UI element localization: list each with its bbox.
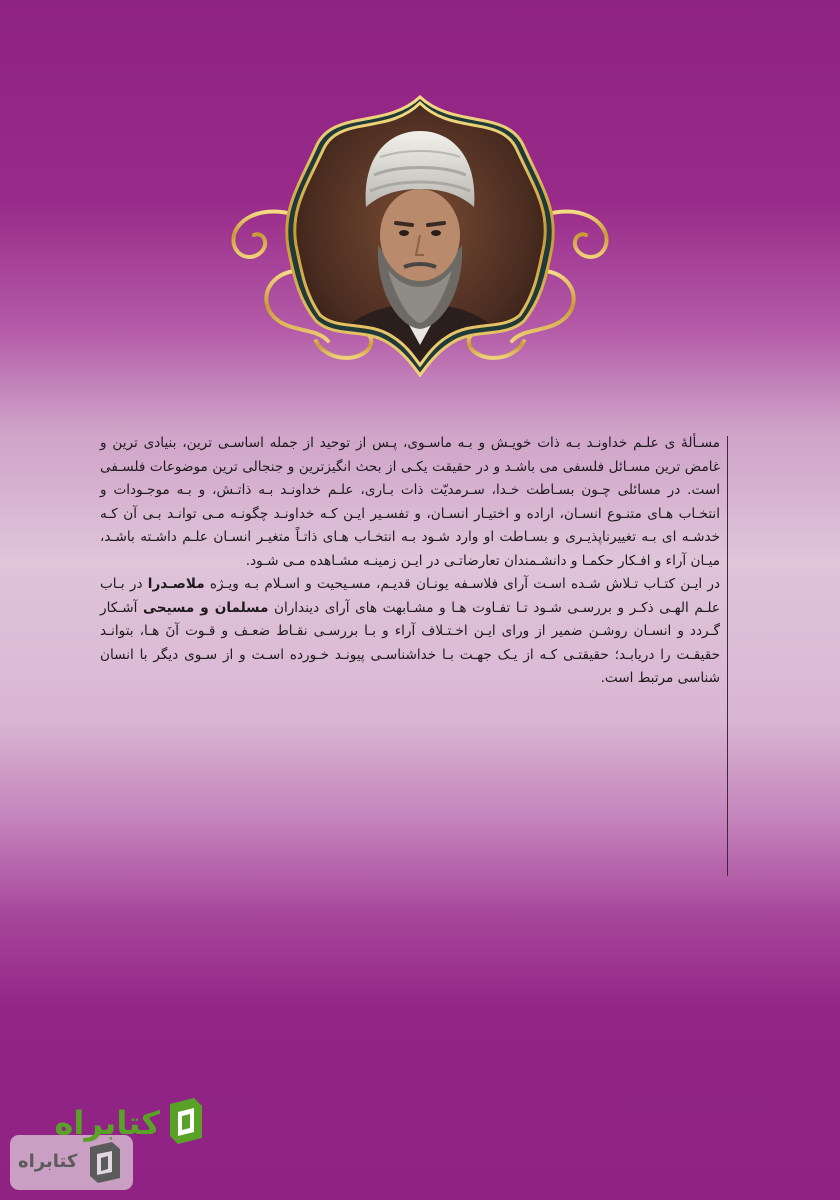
blurb-segment: مسـألهٔ ی علـم خداونـد بـه ذات خویـش و بـه ماسـوی، پـس از توحید از جمله اساسـی ترین، بنیادی ترین و غامض ترین مسـائل فلسفی می باشـد و در حقیقت یکـی از بحث انگیزترین و جنجالی ترین موضوعات فلسـفی است. در مسائلی چـون بسـاطت خـدا، سـرمدیّت ذات بـاری، علـم خداونـد بـه ذاتـش، و بـه موجـودات و انتخـاب هـای متنـوع انسـان، اراده و اختیـار انسـان، و تفسـیر ایـن کـه خداونـد چگونـه مـی توانـد بـی آن کـه خدشـه ای بـه تغییرناپذیـری و بسـاطت او وارد شـود بـه انتخـاب هـای ذاتـاً متغیـر انسـان علـم داشـته باشـد، میـان آراء و افـکار حکمـا و دانشـمندان تعارضاتـی در ایـن زمینـه مشـاهده مـی شـود. (100, 435, 720, 569)
watermark-secondary-text: کتابراه (18, 1151, 78, 1172)
portrait-illustration (228, 95, 612, 380)
blurb-bold-religions: مسلمان و مسیحی (142, 599, 269, 616)
blurb-segment: آشـکار گـردد و انسـان روشـن ضمیر از ورای ایـن اخـتـلاف آراء و بـا بررسـی نقـاط ضعـف و قـوت آنَ هـا، بتوانـد حقیقـت را دریابـد؛ حقیقتـی کـه از یـک جهـت بـا خداشناسـی پیونـد خـورده اسـت و از سـوی دیگر با انسان شناسی مرتبط است. (100, 599, 720, 686)
portrait-frame (228, 95, 612, 380)
blurb-paragraph-2 (100, 573, 720, 691)
book-arrow-icon (164, 1096, 208, 1146)
blurb-paragraph-1 (100, 432, 720, 573)
blurb-segment: در بـاب علـم الهـی ذکـر و بررسـی شـود تـا تفـاوت هـا و مشـابهت های آرای دینداران (100, 576, 720, 616)
watermark-primary-text: کتابراه (54, 1104, 160, 1142)
book-arrow-icon-secondary (84, 1140, 126, 1185)
watermark-logo-primary (38, 1092, 218, 1152)
blurb-bold-name-mullasadra: ملاصـدرا (147, 576, 205, 592)
blurb-segment: در ایـن کتـاب تـلاش شـده اسـت آرای فلاسـفه یونـان قدیـم، مسـیحیت و اسـلام بـه ویـژه (204, 576, 720, 592)
text-margin-rule (727, 436, 728, 876)
blurb-text (100, 432, 720, 691)
